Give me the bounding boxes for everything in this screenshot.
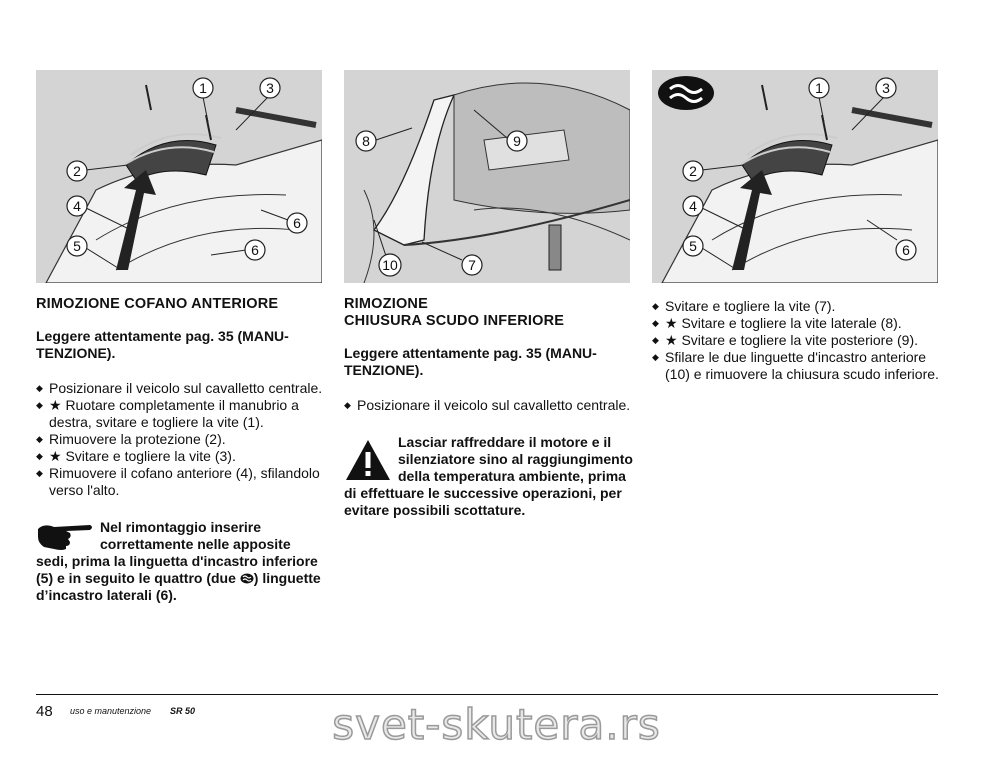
callout-8 bbox=[356, 128, 412, 151]
svg-text:4: 4 bbox=[689, 198, 697, 214]
footer-divider bbox=[36, 694, 938, 695]
warning-text: Lasciar raffreddare il motore e il silenziatore sino al raggiungimento della temperatura ambiente, prima di effettuare le successive operazioni, per evitare possibili scottature. bbox=[344, 434, 633, 518]
list-item: ◆ Rimuovere la protezione (2). bbox=[36, 431, 326, 448]
note-text-part2: ) linguette d’incastro laterali (6). bbox=[36, 570, 321, 603]
read-manual-note: Leggere attentamente pag. 35 (MANU-TENZIONE). bbox=[36, 328, 289, 361]
footer-model: SR 50 bbox=[170, 706, 196, 716]
list-item: ◆ Rimuovere il cofano anteriore (4), sfilandolo verso l'alto. bbox=[36, 465, 326, 499]
svg-text:5: 5 bbox=[73, 238, 81, 254]
callout-7 bbox=[422, 242, 482, 275]
section-heading-line2: CHIUSURA SCUDO INFERIORE bbox=[344, 313, 565, 329]
svg-text:4: 4 bbox=[73, 198, 81, 214]
list-item: ◆ ★ Svitare e togliere la vite posteriore (9). bbox=[652, 332, 942, 349]
warning-note bbox=[344, 434, 634, 519]
callout-3 bbox=[852, 78, 896, 130]
list-item: ◆ Posizionare il veicolo sul cavalletto centrale. bbox=[344, 397, 634, 414]
list-item: ◆ ★ Svitare e togliere la vite laterale (8). bbox=[652, 315, 942, 332]
list-item: ◆ ★ Svitare e togliere la vite (3). bbox=[36, 448, 326, 465]
svg-text:5: 5 bbox=[689, 238, 697, 254]
list-item: ◆ ★ Ruotare completamente il manubrio a destra, svitare e togliere la vite (1). bbox=[36, 397, 326, 431]
list-item: ◆ Svitare e togliere la vite (7). bbox=[652, 298, 942, 315]
svg-text:1: 1 bbox=[199, 80, 207, 96]
callout-2 bbox=[67, 161, 128, 181]
pointing-hand-icon bbox=[36, 519, 94, 551]
section-lower-shield-continued bbox=[652, 298, 942, 383]
callout-1 bbox=[809, 78, 829, 122]
ok-glyph-icon bbox=[240, 573, 254, 584]
watermark: svet-skutera.rs bbox=[332, 700, 661, 749]
figure-front-cover-removal bbox=[36, 70, 322, 283]
svg-text:6: 6 bbox=[293, 215, 301, 231]
list-item: ◆ Posizionare il veicolo sul cavalletto centrale. bbox=[36, 380, 326, 397]
svg-text:7: 7 bbox=[468, 257, 476, 273]
section-front-cover bbox=[36, 296, 326, 604]
tilde-badge-icon bbox=[658, 76, 714, 110]
figure-front-cover-variant bbox=[652, 70, 938, 283]
svg-text:6: 6 bbox=[902, 242, 910, 258]
section-lower-shield bbox=[344, 296, 634, 519]
scooter-front-illustration bbox=[36, 70, 322, 283]
read-manual-note: Leggere attentamente pag. 35 (MANU-TENZIONE). bbox=[344, 345, 597, 378]
section-heading: RIMOZIONE COFANO ANTERIORE bbox=[36, 296, 279, 312]
svg-text:10: 10 bbox=[382, 257, 398, 273]
svg-text:9: 9 bbox=[513, 133, 521, 149]
list-item: ◆ Sfilare le due linguette d'incastro anteriore (10) e rimuovere la chiusura scudo inferiore. bbox=[652, 349, 942, 383]
svg-text:8: 8 bbox=[362, 133, 370, 149]
svg-text:3: 3 bbox=[266, 80, 274, 96]
warning-triangle-icon bbox=[344, 438, 392, 482]
callout-1 bbox=[193, 78, 213, 122]
scooter-front-variant-illustration bbox=[652, 70, 938, 283]
step-list bbox=[652, 298, 942, 383]
svg-text:2: 2 bbox=[73, 163, 81, 179]
figure-lower-shield-removal bbox=[344, 70, 630, 283]
callout-3 bbox=[236, 78, 280, 130]
note-text-part1: Nel rimontaggio inserire correttamente nelle apposite sedi, prima la linguetta d'incastro inferiore (5) e in seguito le quattro (due bbox=[36, 519, 318, 586]
callout-2 bbox=[683, 161, 744, 181]
section-heading-line1: RIMOZIONE bbox=[344, 296, 428, 312]
reassembly-note bbox=[36, 519, 326, 604]
svg-text:3: 3 bbox=[882, 80, 890, 96]
step-list bbox=[344, 397, 634, 414]
page-number: 48 bbox=[36, 703, 53, 720]
scooter-underside-illustration bbox=[344, 70, 630, 283]
footer-label: uso e manutenzione bbox=[70, 706, 152, 716]
svg-text:1: 1 bbox=[815, 80, 823, 96]
svg-text:6: 6 bbox=[251, 242, 259, 258]
step-list bbox=[36, 380, 326, 499]
svg-text:2: 2 bbox=[689, 163, 697, 179]
